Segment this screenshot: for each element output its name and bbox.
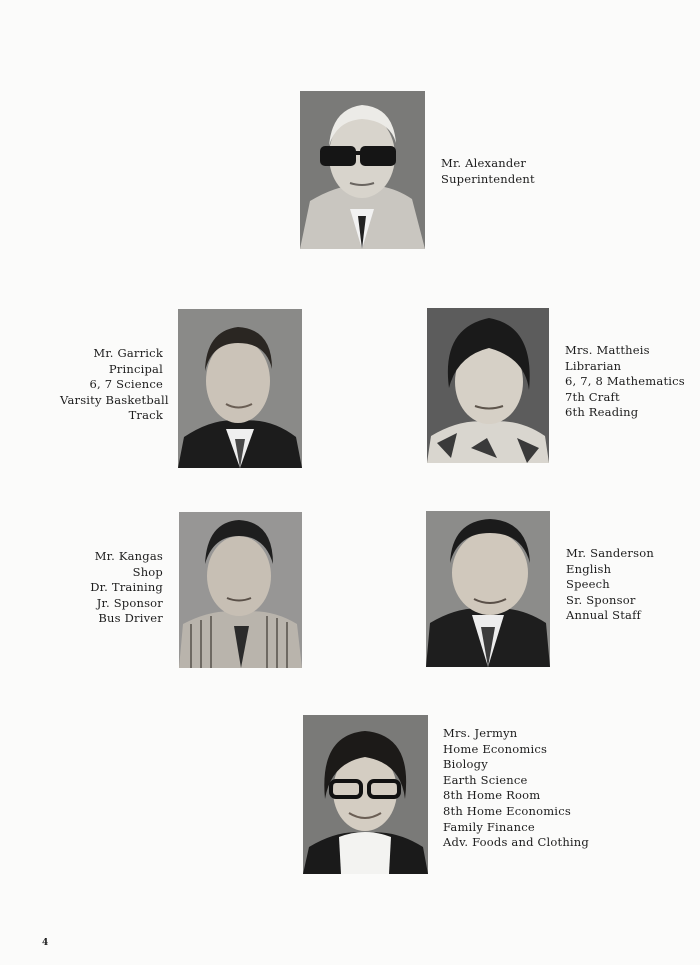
page-number: 4 <box>42 938 49 948</box>
mattheis-name: Mrs. Mattheis <box>565 343 650 357</box>
jermyn-role-5: 8th Home Economics <box>443 803 571 818</box>
mattheis-role-4: 6th Reading <box>565 405 639 420</box>
mattheis-photo <box>427 308 549 463</box>
sanderson-photo <box>426 511 550 667</box>
sanderson-role-1: English <box>566 561 612 576</box>
kangas-role-1: Shop <box>132 564 163 579</box>
garrick-caption <box>60 346 169 424</box>
kangas-role-4: Bus Driver <box>98 611 163 626</box>
mattheis-portrait-image <box>427 308 549 463</box>
mattheis-role-1: Librarian <box>565 358 622 373</box>
jermyn-photo <box>303 715 428 874</box>
sanderson-caption <box>566 546 654 624</box>
sanderson-name: Mr. Sanderson <box>566 546 654 560</box>
garrick-role-4: Track <box>128 408 163 423</box>
kangas-photo <box>179 512 302 668</box>
garrick-portrait-image <box>178 309 302 468</box>
sanderson-portrait-image <box>426 511 550 667</box>
garrick-role-1: Principal <box>108 361 163 376</box>
kangas-name: Mr. Kangas <box>94 549 163 563</box>
garrick-name: Mr. Garrick <box>93 346 163 360</box>
alexander-name: Mr. Alexander <box>441 156 527 170</box>
jermyn-portrait-image <box>303 715 428 874</box>
mattheis-role-2: 6, 7, 8 Mathematics <box>565 374 685 389</box>
sanderson-role-3: Sr. Sponsor <box>566 592 636 607</box>
kangas-role-2: Dr. Training <box>90 580 163 595</box>
jermyn-role-7: Adv. Foods and Clothing <box>443 835 589 850</box>
sanderson-role-4: Annual Staff <box>566 608 641 623</box>
jermyn-caption <box>443 726 589 851</box>
alexander-caption <box>441 156 535 187</box>
alexander-role-1: Superintendent <box>441 171 535 186</box>
kangas-caption <box>60 549 163 627</box>
alexander-photo <box>300 91 425 249</box>
jermyn-role-2: Biology <box>443 757 488 772</box>
jermyn-role-6: Family Finance <box>443 819 535 834</box>
jermyn-role-3: Earth Science <box>443 772 528 787</box>
mattheis-role-3: 7th Craft <box>565 389 620 404</box>
sanderson-role-2: Speech <box>566 577 610 592</box>
garrick-role-3: Varsity Basketball <box>60 392 169 407</box>
garrick-photo <box>178 309 302 468</box>
jermyn-role-1: Home Economics <box>443 741 548 756</box>
jermyn-name: Mrs. Jermyn <box>443 726 518 740</box>
kangas-role-3: Jr. Sponsor <box>96 595 163 610</box>
mattheis-caption <box>565 343 685 421</box>
alexander-portrait-image <box>300 91 425 249</box>
kangas-portrait-image <box>179 512 302 668</box>
garrick-role-2: 6, 7 Science <box>89 377 163 392</box>
jermyn-role-4: 8th Home Room <box>443 788 541 803</box>
